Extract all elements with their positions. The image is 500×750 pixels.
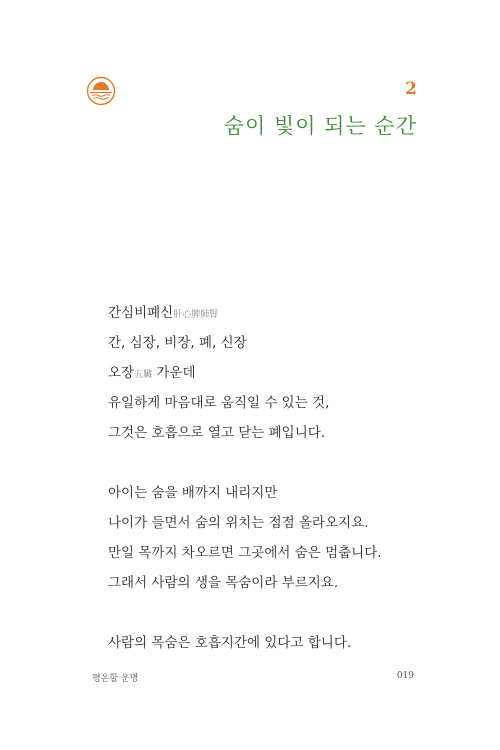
poem-body — [108, 298, 438, 658]
poem-line: 그것은 호흡으로 열고 닫는 폐입니다. — [108, 425, 326, 441]
poem-term: 오장 — [108, 365, 135, 381]
poem-line: 만일 목까지 차오르면 그곳에서 숨은 멈춥니다. — [108, 545, 382, 561]
poem-line: 유일하게 마음대로 움직일 수 있는 것, — [108, 395, 330, 411]
stanza-break — [108, 598, 438, 628]
poem-term: 간심비폐신 — [108, 305, 174, 321]
sun-emblem-icon — [86, 76, 116, 106]
hanja-annotation: 五臟 — [134, 370, 153, 380]
page-number: 019 — [396, 671, 414, 681]
poem-line: 그래서 사람의 생을 목숨이라 부르지요. — [108, 575, 339, 591]
chapter-title: 숨이 빛이 되는 순간 — [223, 114, 417, 138]
poem-line — [108, 358, 438, 388]
hanja-annotation: 肝心脾肺腎 — [173, 310, 219, 320]
poem-text: 가운데 — [152, 365, 196, 381]
chapter-number: 2 — [405, 79, 417, 99]
poem-line: 나이가 들면서 숨의 위치는 점점 올라오지요. — [108, 515, 369, 531]
book-title: 평온할 운명 — [92, 674, 139, 684]
poem-line — [108, 298, 438, 328]
poem-line: 아이는 숨을 배까지 내리지만 — [108, 485, 278, 501]
poem-line: 사람의 목숨은 호흡지간에 있다고 합니다. — [108, 635, 352, 651]
poem-line: 간, 심장, 비장, 폐, 신장 — [108, 335, 247, 351]
stanza-break — [108, 448, 438, 478]
